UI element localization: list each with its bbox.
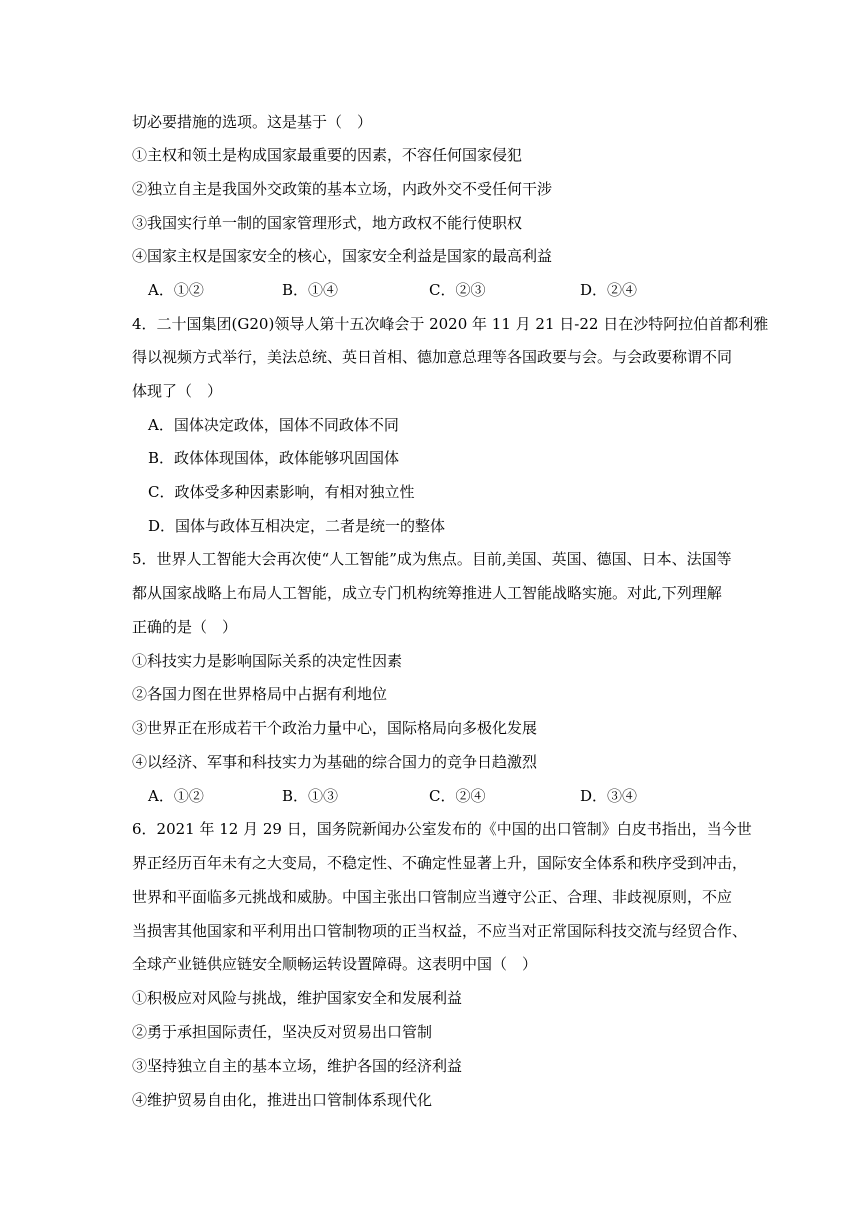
q3-option-b: B．①④ xyxy=(282,281,339,299)
q4-option-c: C．政体受多种因素影响，有相对独立性 xyxy=(148,483,415,501)
q5-option-b: B．①③ xyxy=(282,787,339,805)
q4-stem-line-2: 得以视频方式举行，美法总统、英日首相、德加意总理等各国政要与会。与会政要称谓不同 xyxy=(132,348,733,366)
q3-item-2: ②独立自主是我国外交政策的基本立场，内政外交不受任何干涉 xyxy=(132,180,553,198)
q4-stem-line-1: 4．二十国集团(G20)领导人第十五次峰会于 2020 年 11 月 21 日-22 日在沙特阿拉伯首都利雅 xyxy=(132,315,769,333)
q5-option-d: D．③④ xyxy=(580,787,638,805)
q6-item-2: ②勇于承担国际责任，坚决反对贸易出口管制 xyxy=(132,1023,433,1041)
q5-item-1: ①科技实力是影响国际关系的决定性因素 xyxy=(132,652,403,670)
q3-stem-tail: 切必要措施的选项。这是基于（ ） xyxy=(132,113,373,131)
q5-stem-line-2: 都从国家战略上布局人工智能，成立专门机构统筹推进人工智能战略实施。对此,下列理解 xyxy=(132,584,722,602)
q4-stem-line-3: 体现了（ ） xyxy=(132,382,223,400)
q4-option-b: B．政体体现国体，政体能够巩固国体 xyxy=(148,449,400,467)
q5-stem-line-1: 5．世界人工智能大会再次使“人工智能”成为焦点。目前,美国、英国、德国、日本、法国等 xyxy=(132,550,732,568)
q6-item-1: ①积极应对风险与挑战，维护国家安全和发展利益 xyxy=(132,989,463,1007)
q6-stem-line-2: 界正经历百年未有之大变局，不稳定性、不确定性显著上升，国际安全体系和秩序受到冲击， xyxy=(132,854,748,872)
q3-option-d: D．②④ xyxy=(580,281,638,299)
q3-option-c: C．②③ xyxy=(429,281,486,299)
q5-option-c: C．②④ xyxy=(429,787,486,805)
q6-item-3: ③坚持独立自主的基本立场，维护各国的经济利益 xyxy=(132,1057,463,1075)
q3-option-a: A．①② xyxy=(148,281,204,299)
q5-item-4: ④以经济、军事和科技实力为基础的综合国力的竞争日趋激烈 xyxy=(132,753,538,771)
q3-item-4: ④国家主权是国家安全的核心，国家安全利益是国家的最高利益 xyxy=(132,247,553,265)
q6-stem-line-1: 6．2021 年 12 月 29 日，国务院新闻办公室发布的《中国的出口管制》白皮书指出，当今世 xyxy=(132,820,752,838)
q6-stem-line-5: 全球产业链供应链安全顺畅运转设置障碍。这表明中国（ ） xyxy=(132,955,538,973)
q6-stem-line-4: 当损害其他国家和平利用出口管制物项的正当权益，不应当对正常国际科技交流与经贸合作、 xyxy=(132,922,748,940)
q6-item-4: ④维护贸易自由化，推进出口管制体系现代化 xyxy=(132,1091,433,1109)
q6-stem-line-3: 世界和平面临多元挑战和威胁。中国主张出口管制应当遵守公正、合理、非歧视原则，不应 xyxy=(132,888,733,906)
q5-option-a: A．①② xyxy=(148,787,204,805)
q3-item-1: ①主权和领土是构成国家最重要的因素，不容任何国家侵犯 xyxy=(132,146,523,164)
q3-item-3: ③我国实行单一制的国家管理形式，地方政权不能行使职权 xyxy=(132,214,523,232)
q5-stem-line-3: 正确的是（ ） xyxy=(132,618,238,636)
q5-item-3: ③世界正在形成若干个政治力量中心，国际格局向多极化发展 xyxy=(132,719,538,737)
q5-item-2: ②各国力图在世界格局中占据有利地位 xyxy=(132,685,388,703)
q4-option-d: D．国体与政体互相决定，二者是统一的整体 xyxy=(148,517,446,535)
q4-option-a: A．国体决定政体，国体不同政体不同 xyxy=(148,416,399,434)
